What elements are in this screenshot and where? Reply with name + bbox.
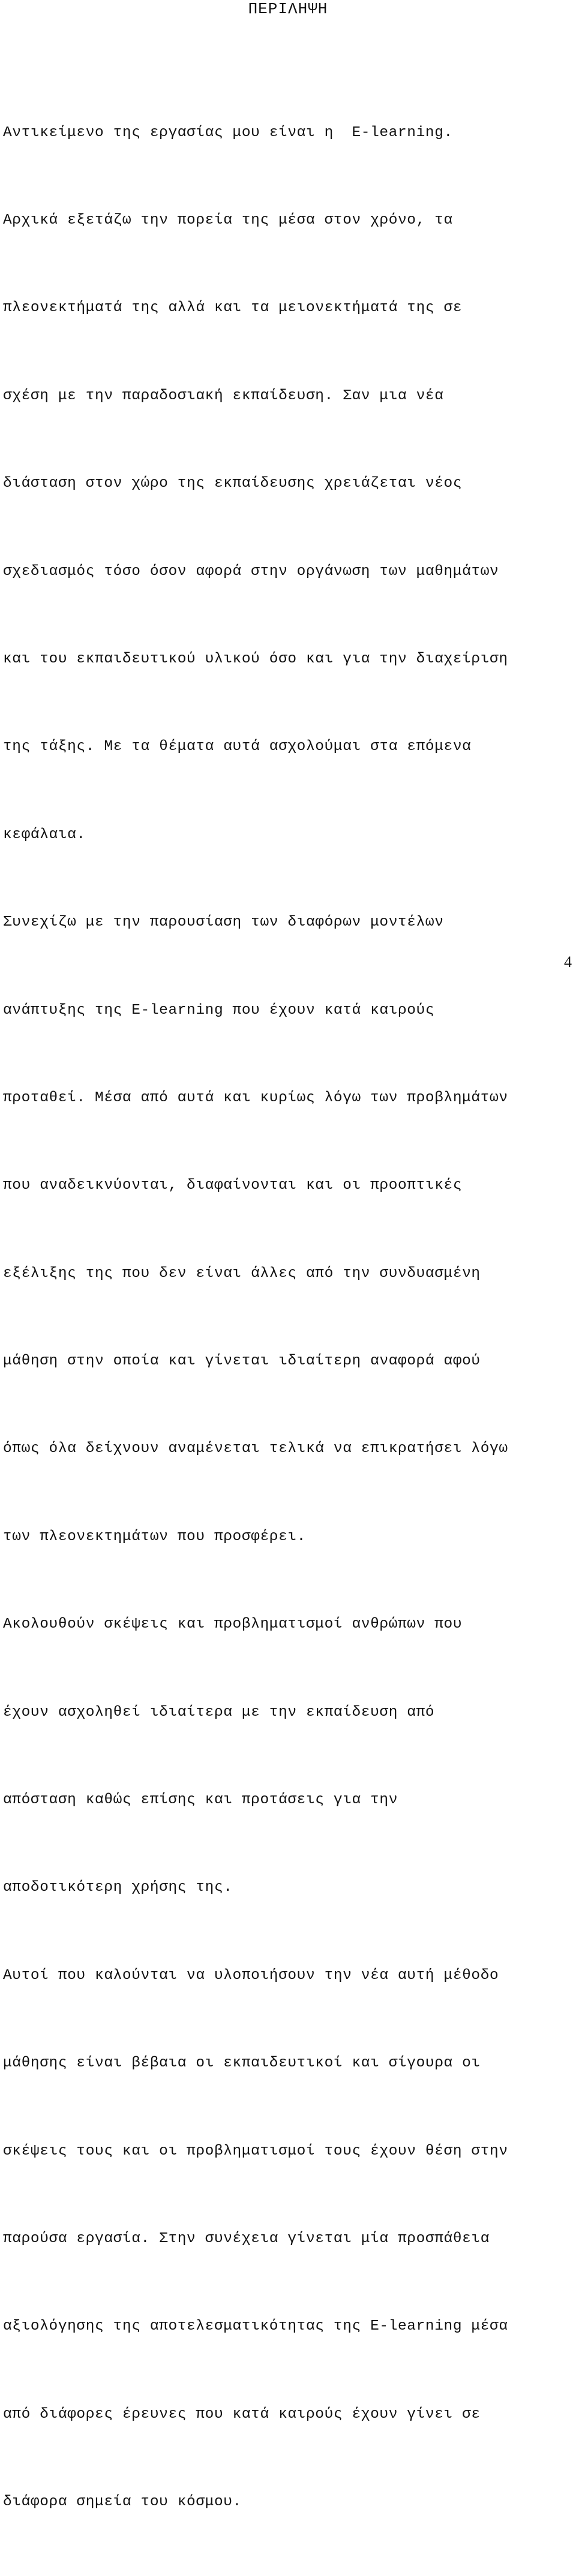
text-line: σκέψεις τους και οι προβληματισμοί τους έχουν θέση στην [3, 2143, 508, 2159]
text-line: των πλεονεκτημάτων που προσφέρει. [3, 1528, 306, 1545]
text-line: Αυτοί που καλούνται να υλοποιήσουν την νέα αυτή μέθοδο [3, 1967, 499, 1984]
text-line: παρούσα εργασία. Στην συνέχεια γίνεται μία προσπάθεια [3, 2230, 490, 2247]
text-line: αποδοτικότερη χρήσης της. [3, 1879, 233, 1896]
text-line: διάσταση στον χώρο της εκπαίδευσης χρειάζεται νέος [3, 475, 463, 492]
text-line: απόσταση καθώς επίσης και προτάσεις για την [3, 1792, 398, 1809]
summary-text [3, 60, 576, 2576]
text-line: όπως όλα δείχνουν αναμένεται τελικά να επικρατήσει λόγω [3, 1441, 508, 1457]
text-line: μάθηση στην οποία και γίνεται ιδιαίτερη αναφορά αφού [3, 1353, 481, 1370]
page-number: 4 [564, 953, 572, 971]
text-line: ανάπτυξης της E-learning που έχουν κατά καιρούς [3, 1002, 435, 1019]
text-line: Συνεχίζω με την παρουσίαση των διαφόρων μοντέλων [3, 914, 444, 931]
text-line: αξιολόγησης της αποτελεσματικότητας της E-learning μέσα [3, 2318, 508, 2335]
text-line: Ακολουθούν σκέψεις και προβληματισμοί ανθρώπων που [3, 1616, 463, 1633]
text-line: Αρχικά εξετάζω την πορεία της μέσα στον χρόνο, τα [3, 212, 453, 228]
text-line: από διάφορες έρευνες που κατά καιρούς έχουν γίνει σε [3, 2406, 481, 2423]
text-line: εξέλιξης της που δεν είναι άλλες από την συνδυασμένη [3, 1265, 481, 1282]
text-line: σχέση με την παραδοσιακή εκπαίδευση. Σαν μια νέα [3, 387, 444, 404]
text-line: μάθησης είναι βέβαια οι εκπαιδευτικοί και σίγουρα οι [3, 2055, 481, 2072]
text-line: Αντικείμενο της εργασίας μου είναι η E-learning. [3, 124, 453, 141]
text-line: προταθεί. Μέσα από αυτά και κυρίως λόγω των προβλημάτων [3, 1089, 508, 1106]
page-title: ΠΕΡΙΛΗΨΗ [248, 0, 328, 18]
text-line: που αναδεικνύονται, διαφαίνονται και οι προοπτικές [3, 1177, 463, 1194]
text-line: διάφορα σημεία του κόσμου. [3, 2494, 242, 2511]
text-line: πλεονεκτήματά της αλλά και τα μειονεκτήματά της σε [3, 300, 463, 317]
text-line: και του εκπαιδευτικού υλικού όσο και για την διαχείριση [3, 650, 508, 667]
text-line: σχεδιασμός τόσο όσον αφορά στην οργάνωση των μαθημάτων [3, 563, 499, 580]
text-line: της τάξης. Με τα θέματα αυτά ασχολούμαι στα επόμενα [3, 739, 472, 755]
text-line: έχουν ασχοληθεί ιδιαίτερα με την εκπαίδευση από [3, 1704, 435, 1721]
text-line: κεφάλαια. [3, 826, 86, 843]
